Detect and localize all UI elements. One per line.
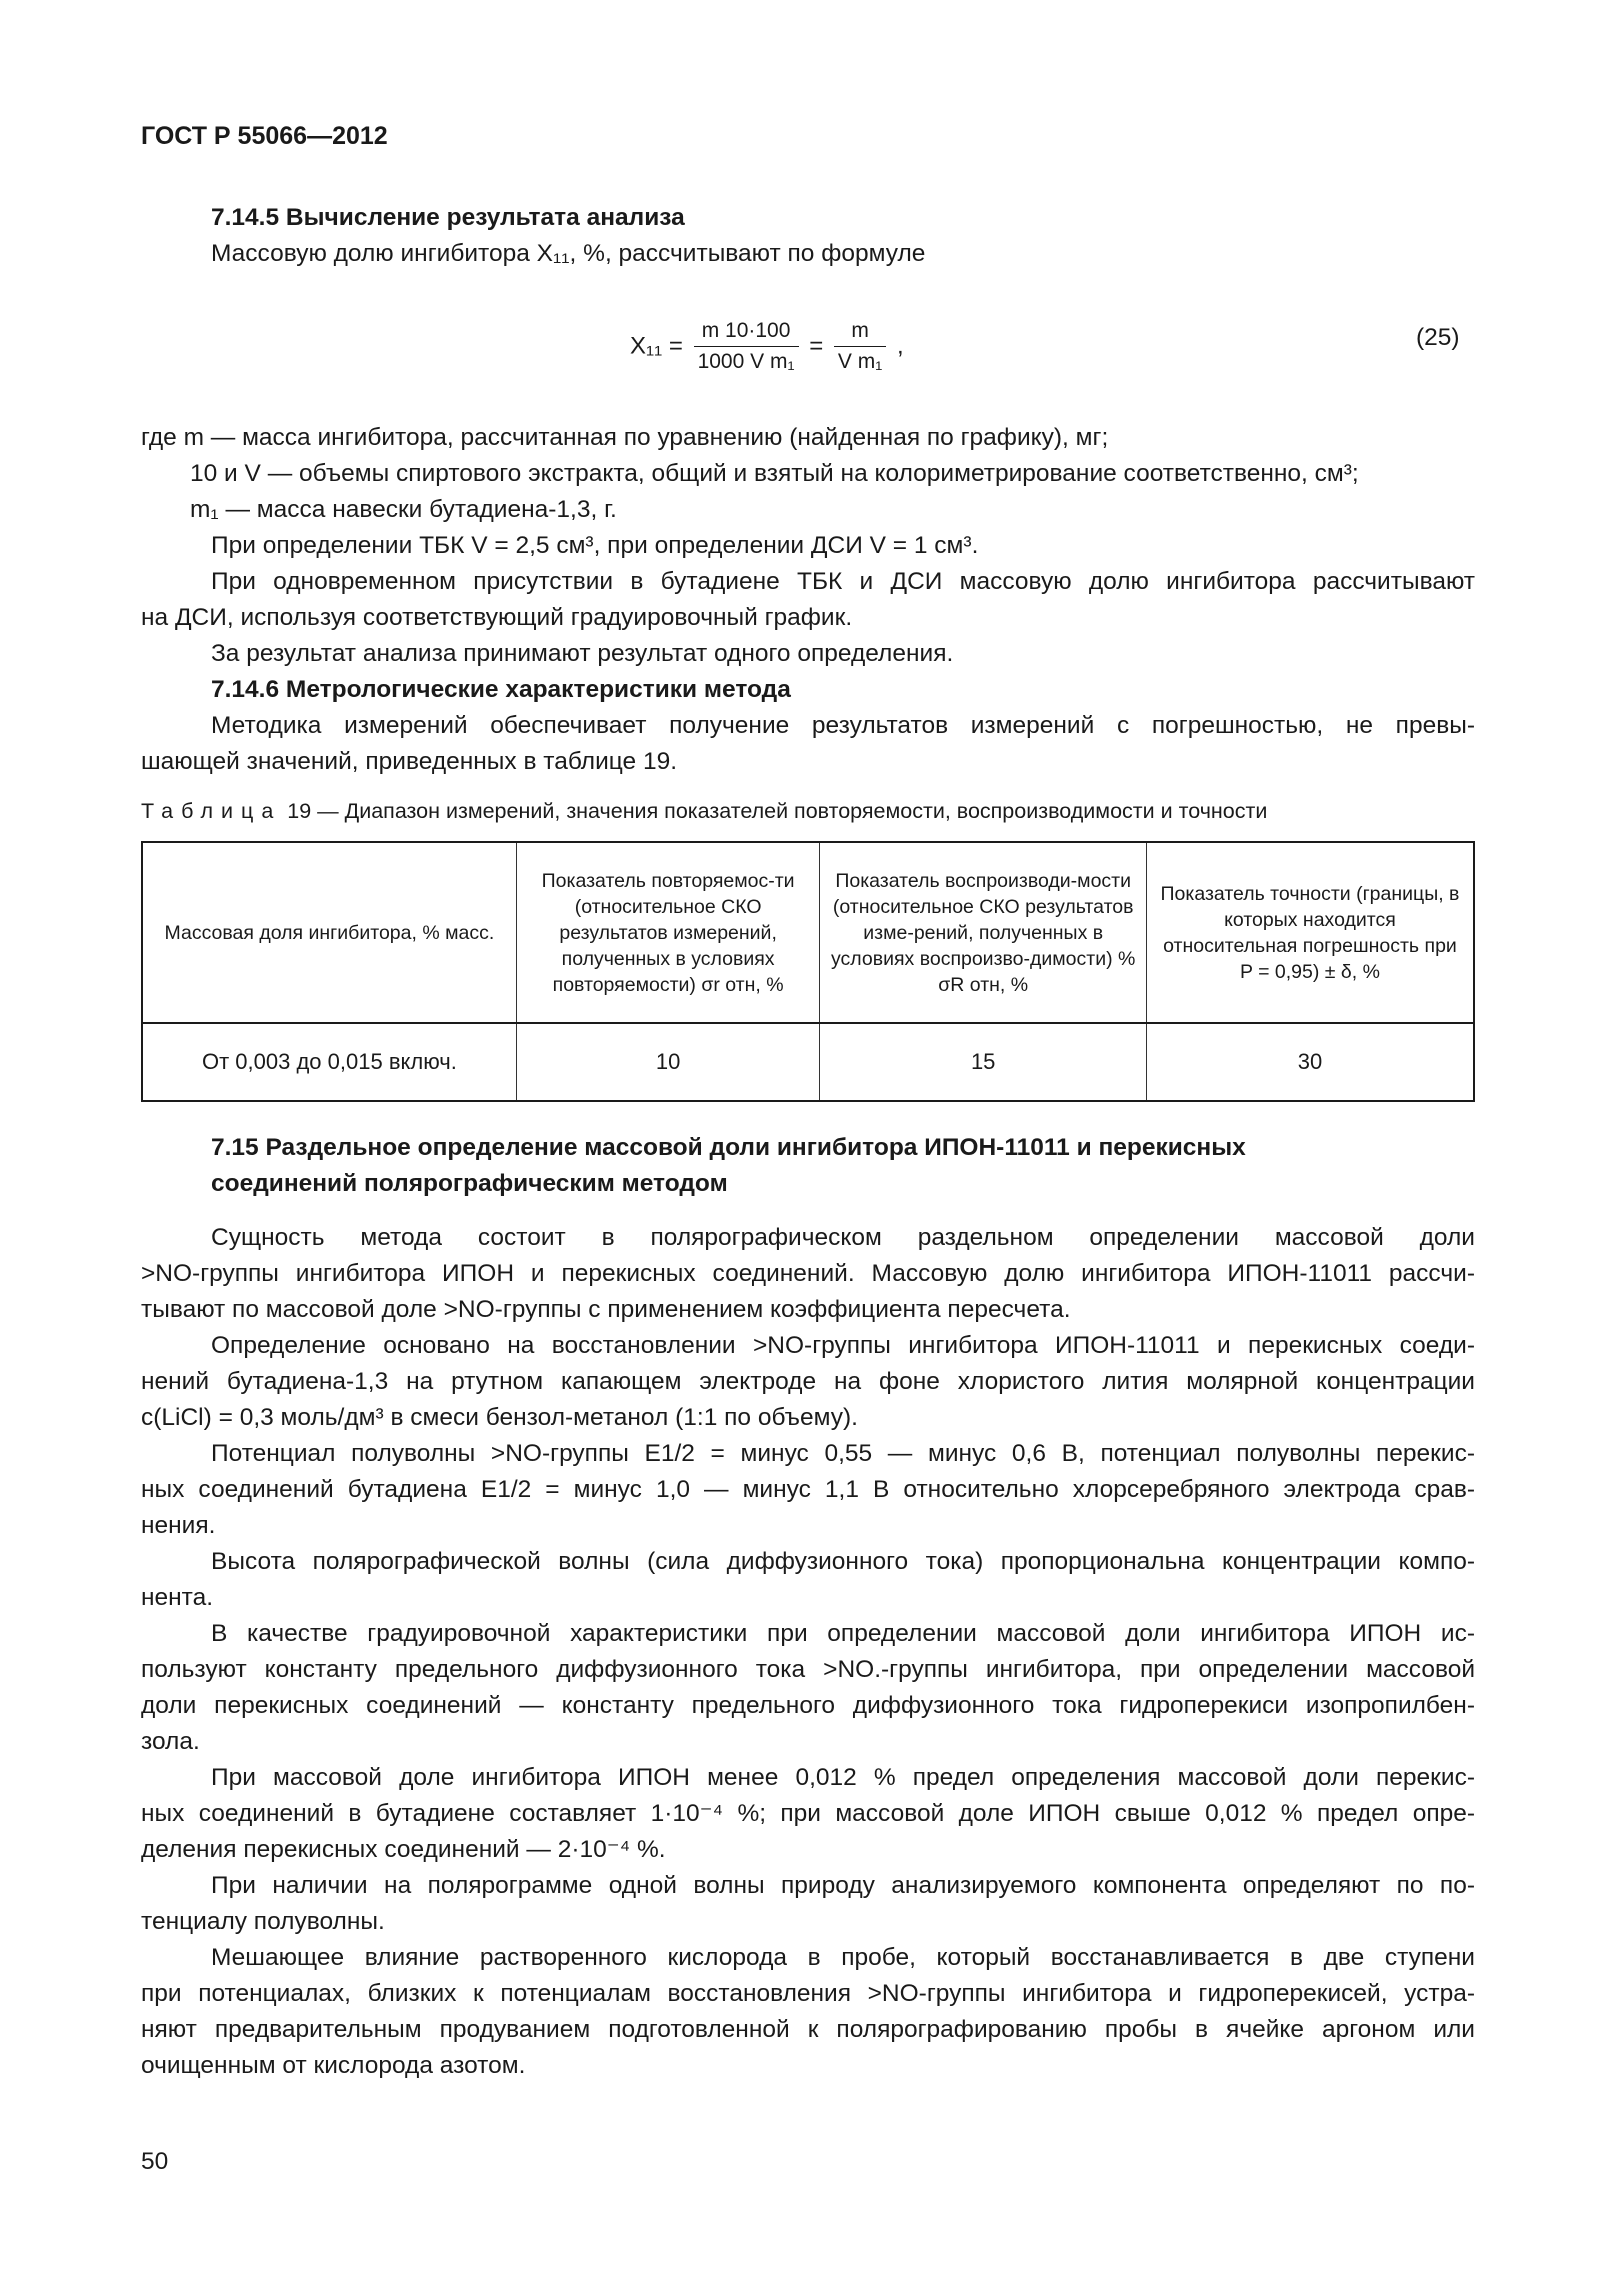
paragraph-metrology-l2: шающей значений, приведенных в таблице 19. <box>141 748 678 775</box>
section-title-7-15-l1: 7.15 Раздельное определение массовой доли ингибитора ИПОН-11011 и перекисных <box>211 1134 1246 1161</box>
definition-m1: m₁ — масса навески бутадиена-1,3, г. <box>190 496 617 523</box>
table-cell-range: От 0,003 до 0,015 включ. <box>142 1023 516 1101</box>
paragraph-line: очищенным от кислорода азотом. <box>141 2052 526 2079</box>
formula-fraction-2 <box>834 316 886 377</box>
table-header-row <box>142 842 1474 1023</box>
table-19 <box>141 841 1475 1102</box>
paragraph-simultaneous-l2: на ДСИ, используя соответствующий градуировочный график. <box>141 604 853 631</box>
table-header-cell: Показатель повторяемос-ти (относительное СКО результатов измерений, полученных в условиях повторяемости) σr отн, % <box>516 842 820 1023</box>
page-number: 50 <box>141 2148 169 2175</box>
paragraph-line: При массовой доле ингибитора ИПОН менее 0,012 % предел определения массовой доли перекис- <box>211 1764 1475 1791</box>
paragraph-line: Сущность метода состоит в полярографическом раздельном определении массовой доли <box>211 1224 1475 1251</box>
paragraph-line: ных соединений бутадиена E1/2 = минус 1,0 — минус 1,1 В относительно хлорсеребряного электрода срав- <box>141 1476 1475 1503</box>
definition-volumes: 10 и V — объемы спиртового экстракта, общий и взятый на колориметрирование соответственно, см³; <box>190 460 1359 487</box>
fraction-2-denominator: V m₁ <box>837 350 883 373</box>
paragraph-result: За результат анализа принимают результат одного определения. <box>211 640 954 667</box>
paragraph-line: c(LiCl) = 0,3 моль/дм³ в смеси бензол-метанол (1:1 по объему). <box>141 1404 858 1431</box>
table-cell-accuracy: 30 <box>1146 1023 1474 1101</box>
formula-lhs: X₁₁ = <box>630 332 683 360</box>
paragraph-line: доли перекисных соединений — константу предельного диффузионного тока гидроперекиси изопропилбен- <box>141 1692 1475 1719</box>
paragraph-line: при потенциалах, близких к потенциалам восстановления >NO-группы ингибитора и гидроперекисей, устра- <box>141 1980 1475 2007</box>
paragraph-line: Определение основано на восстановлении >NO-группы ингибитора ИПОН-11011 и перекисных соеди- <box>211 1332 1475 1359</box>
paragraph-line: Мешающее влияние растворенного кислорода в пробе, который восстанавливается в две ступени <box>211 1944 1475 1971</box>
paragraph-line: Высота полярографической волны (сила диффузионного тока) пропорциональна концентрации компо- <box>211 1548 1475 1575</box>
paragraph-line: тенциалу полуволны. <box>141 1908 385 1935</box>
table-header-cell: Показатель воспроизводи-мости (относительное СКО результатов изме-рений, полученных в условиях воспроизво-димости) % σR отн, % <box>820 842 1147 1023</box>
table-caption-word: Таблица <box>141 799 282 823</box>
document-code: ГОСТ Р 55066—2012 <box>141 122 388 150</box>
section-title-7-14-5: 7.14.5 Вычисление результата анализа <box>211 204 685 231</box>
section-title-7-15-l2: соединений полярографическим методом <box>211 1170 728 1197</box>
paragraph-volume-note: При определении ТБК V = 2,5 см³, при определении ДСИ V = 1 см³. <box>211 532 979 559</box>
table-cell-reproducibility: 15 <box>820 1023 1147 1101</box>
definition-m: где m — масса ингибитора, рассчитанная по уравнению (найденная по графику), мг; <box>141 424 1109 451</box>
fraction-2-numerator: m <box>834 316 886 347</box>
formula-number: (25) <box>1416 324 1460 351</box>
paragraph-line: Потенциал полуволны >NO-группы E1/2 = минус 0,55 — минус 0,6 В, потенциал полуволны перекис- <box>211 1440 1475 1467</box>
table-row <box>142 1023 1474 1101</box>
paragraph-line: пользуют константу предельного диффузионного тока >NO.-группы ингибитора, при определении массовой <box>141 1656 1475 1683</box>
fraction-1-numerator: m 10·100 <box>694 316 799 347</box>
section-title-7-14-6: 7.14.6 Метрологические характеристики метода <box>211 676 791 703</box>
paragraph-line: няют предварительным продуванием подготовленной к полярографированию пробы в ячейке аргоном или <box>141 2016 1475 2043</box>
formula-fraction-1 <box>694 316 799 377</box>
paragraph-line: нения. <box>141 1512 216 1539</box>
fraction-1-denominator: 1000 V m₁ <box>697 350 795 373</box>
paragraph-line: В качестве градуировочной характеристики при определении массовой доли ингибитора ИПОН ис- <box>211 1620 1475 1647</box>
formula-25 <box>630 316 904 377</box>
paragraph-line: >NO-группы ингибитора ИПОН и перекисных соединений. Массовую долю ингибитора ИПОН-11011 рассчи- <box>141 1260 1475 1287</box>
paragraph-line: нений бутадиена-1,3 на ртутном капающем электроде на фоне хлористого лития молярной концентрации <box>141 1368 1475 1395</box>
paragraph-line: зола. <box>141 1728 200 1755</box>
table-header-cell: Массовая доля ингибитора, % масс. <box>142 842 516 1023</box>
paragraph-line: При наличии на полярограмме одной волны природу анализируемого компонента определяют по по- <box>211 1872 1475 1899</box>
paragraph-metrology-l1: Методика измерений обеспечивает получение результатов измерений с погрешностью, не превы- <box>211 712 1475 739</box>
formula-comma: , <box>897 332 904 360</box>
formula-intro: Массовую долю ингибитора X₁₁, %, рассчитывают по формуле <box>211 240 926 267</box>
paragraph-simultaneous-l1: При одновременном присутствии в бутадиене ТБК и ДСИ массовую долю ингибитора рассчитывают <box>211 568 1475 595</box>
paragraph-line: ных соединений в бутадиене составляет 1·10⁻⁴ %; при массовой доле ИПОН свыше 0,012 % предел опре- <box>141 1800 1475 1827</box>
table-caption-text: 19 — Диапазон измерений, значения показателей повторяемости, воспроизводимости и точности <box>281 799 1268 823</box>
paragraph-line: тывают по массовой доле >NO-группы с применением коэффициента пересчета. <box>141 1296 1071 1323</box>
paragraph-line: деления перекисных соединений — 2·10⁻⁴ %. <box>141 1836 666 1863</box>
table-cell-repeatability: 10 <box>516 1023 820 1101</box>
table-header-cell: Показатель точности (границы, в которых находится относительная погрешность при P = 0,95) ± δ, % <box>1146 842 1474 1023</box>
table-caption <box>141 796 1267 826</box>
paragraph-line: нента. <box>141 1584 214 1611</box>
formula-equals: = <box>809 332 824 360</box>
